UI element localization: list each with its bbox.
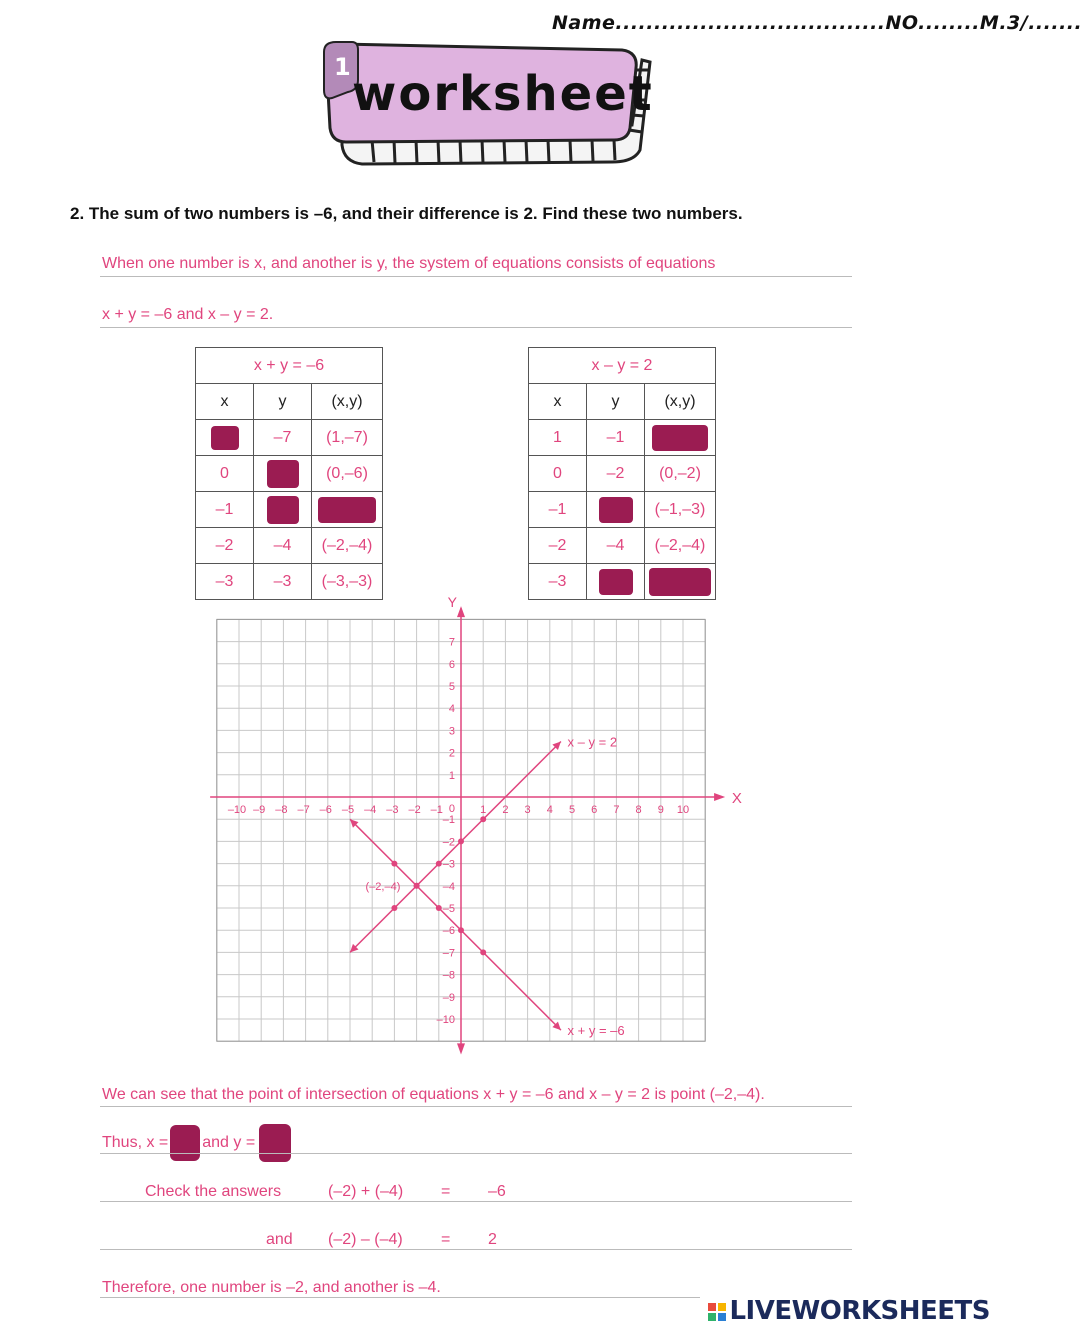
table-row	[529, 528, 716, 564]
rule-line	[100, 1249, 852, 1250]
answer-y-input[interactable]	[259, 1124, 291, 1162]
x-tick-label: 6	[591, 804, 598, 816]
y-tick-label: –1	[442, 814, 455, 827]
table-row	[529, 456, 716, 492]
y-tick-label: –6	[442, 925, 455, 938]
table-row	[529, 492, 716, 528]
y-tick-label: 3	[448, 725, 455, 738]
y-tick-label: –5	[442, 903, 455, 915]
table1-title: x + y = –6	[196, 348, 383, 384]
y-tick-label: 7	[448, 636, 455, 649]
final-answer: Therefore, one number is –2, and another is –4.	[102, 1279, 441, 1296]
solution-line-1: When one number is x, and another is y, the system of equations consists of equations	[102, 255, 716, 272]
number-field[interactable]: NO........	[885, 12, 980, 34]
x-tick-label: 7	[613, 804, 620, 816]
y-axis-arrow-down	[457, 1043, 465, 1054]
x-tick-label: 9	[657, 804, 664, 816]
table-cell: (–2,–4)	[645, 528, 716, 564]
y-tick-label: 6	[448, 658, 455, 671]
x-tick-label: –3	[386, 804, 399, 816]
table-cell: 0	[196, 456, 254, 492]
y-axis-label: Y	[447, 594, 457, 611]
table-cell: (–2,–4)	[312, 528, 383, 564]
y-tick-label: –8	[442, 969, 455, 982]
table-cell: (0,–6)	[312, 456, 383, 492]
table-row	[196, 528, 383, 564]
y-tick-label: 4	[448, 703, 455, 716]
x-tick-label: –7	[297, 804, 310, 816]
table2-blank-y[interactable]	[587, 564, 645, 600]
y-tick-label: –4	[442, 880, 455, 893]
table-row	[529, 420, 716, 456]
x-tick-label: –1	[430, 804, 443, 816]
rule-line	[100, 276, 852, 277]
y-tick-label: 5	[448, 681, 455, 693]
x-tick-label: 1	[480, 804, 487, 816]
check1-result: –6	[488, 1183, 506, 1200]
thus-line	[102, 1124, 291, 1162]
intersection-label: (–2,–4)	[365, 880, 401, 893]
table-cell: –2	[529, 528, 587, 564]
table-cell: (–3,–3)	[312, 564, 383, 600]
table-cell: (1,–7)	[312, 420, 383, 456]
table-row	[196, 456, 383, 492]
table-cell: (0,–2)	[645, 456, 716, 492]
data-point	[436, 905, 442, 911]
table1-header-xy: (x,y)	[312, 384, 383, 420]
table-cell: –2	[196, 528, 254, 564]
rule-line	[100, 1297, 700, 1298]
logo-text: LIVEWORKSHEETS	[729, 1296, 990, 1326]
line1-label: x – y = 2	[567, 734, 618, 750]
table1-blank-y[interactable]	[254, 456, 312, 492]
answer-x-input[interactable]	[170, 1125, 200, 1161]
table1-blank-y[interactable]	[254, 492, 312, 528]
data-point	[458, 927, 464, 933]
y-tick-label: –2	[442, 836, 455, 849]
table-cell: (–1,–3)	[645, 492, 716, 528]
rule-line	[100, 1106, 852, 1107]
name-field[interactable]: Name...................................	[552, 12, 886, 34]
y-tick-label: –7	[442, 947, 455, 960]
check1-equals: =	[441, 1183, 451, 1200]
table-cell: –3	[254, 564, 312, 600]
logo-grid-icon	[708, 1303, 726, 1321]
data-point	[391, 861, 397, 867]
x-tick-label: –4	[364, 804, 377, 816]
x-tick-label: –2	[408, 804, 421, 816]
x-tick-label: 2	[502, 804, 509, 816]
solution-line-2: x + y = –6 and x – y = 2.	[102, 306, 274, 323]
x-tick-label: –6	[319, 804, 332, 816]
table-cell: –4	[254, 528, 312, 564]
table2-blank-y[interactable]	[587, 492, 645, 528]
table2-header-x: x	[529, 384, 587, 420]
table2-header-y: y	[587, 384, 645, 420]
thus-and: and y =	[202, 1134, 256, 1151]
data-point	[480, 949, 486, 955]
table1-header-y: y	[254, 384, 312, 420]
table-cell: –1	[587, 420, 645, 456]
series-line	[350, 742, 561, 953]
rule-line	[100, 327, 852, 328]
table-row	[196, 564, 383, 600]
check2-expression: (–2) – (–4)	[328, 1231, 403, 1248]
series-line	[350, 819, 561, 1030]
table1-blank-x[interactable]	[196, 420, 254, 456]
x-tick-label: 8	[635, 804, 642, 816]
data-point	[414, 883, 420, 889]
table-cell: –4	[587, 528, 645, 564]
banner-number: 1	[334, 53, 351, 81]
table-cell: –1	[529, 492, 587, 528]
table-x-minus-y	[528, 347, 716, 600]
banner-title: worksheet	[352, 66, 654, 122]
y-axis-arrow	[457, 606, 465, 617]
data-point	[391, 905, 397, 911]
x-tick-label: 4	[546, 804, 553, 816]
thus-prefix: Thus, x =	[102, 1134, 169, 1151]
data-point	[480, 816, 486, 822]
origin-label: 0	[448, 803, 455, 815]
class-field[interactable]: M.3/.......	[979, 12, 1082, 34]
check2-result: 2	[488, 1231, 497, 1248]
table-x-plus-y	[195, 347, 383, 600]
x-tick-label: 10	[676, 804, 690, 816]
table-cell: –3	[196, 564, 254, 600]
rule-line	[100, 1201, 852, 1202]
y-tick-label: –9	[442, 991, 455, 1004]
x-tick-label: 3	[524, 804, 531, 816]
table1-header-x: x	[196, 384, 254, 420]
y-tick-label: –3	[442, 858, 455, 871]
conclusion-line: We can see that the point of intersection of equations x + y = –6 and x – y = 2 is point (–2,–4).	[102, 1086, 765, 1103]
x-tick-label: –9	[253, 804, 266, 816]
x-tick-label: –5	[341, 804, 355, 816]
check1-expression: (–2) + (–4)	[328, 1183, 404, 1200]
x-axis-arrow	[714, 793, 725, 801]
table-row	[196, 420, 383, 456]
axes	[210, 606, 725, 1054]
y-tick-label: 1	[448, 769, 455, 782]
table2-blank-xy[interactable]	[645, 420, 716, 456]
table2-title: x – y = 2	[529, 348, 716, 384]
table-cell: –7	[254, 420, 312, 456]
question-text: 2. The sum of two numbers is –6, and their difference is 2. Find these two numbers.	[70, 204, 743, 223]
table2-blank-xy[interactable]	[645, 564, 716, 600]
line2-label: x + y = –6	[567, 1023, 625, 1039]
x-tick-label: 5	[568, 804, 576, 816]
x-tick-label: –10	[227, 804, 247, 816]
liveworksheets-logo	[708, 1296, 990, 1326]
table-cell: –1	[196, 492, 254, 528]
check-label: Check the answers	[145, 1183, 282, 1200]
table-row	[196, 492, 383, 528]
table-cell: –3	[529, 564, 587, 600]
check2-equals: =	[441, 1231, 451, 1248]
student-info-header	[552, 12, 1082, 34]
data-point	[458, 838, 464, 844]
table2-header-xy: (x,y)	[645, 384, 716, 420]
data-point	[436, 861, 442, 867]
table1-blank-xy[interactable]	[312, 492, 383, 528]
y-tick-label: –10	[436, 1014, 455, 1026]
coordinate-graph	[210, 594, 750, 1048]
table-cell: 1	[529, 420, 587, 456]
x-axis-label: X	[731, 790, 742, 807]
tick-labels	[228, 637, 689, 1026]
worksheet-banner	[322, 40, 652, 170]
table-row	[529, 564, 716, 600]
x-tick-label: –8	[275, 804, 288, 816]
and-label: and	[266, 1231, 293, 1248]
table-cell: –2	[587, 456, 645, 492]
table-cell: 0	[529, 456, 587, 492]
y-tick-label: 2	[448, 747, 455, 760]
rule-line	[100, 1153, 852, 1154]
